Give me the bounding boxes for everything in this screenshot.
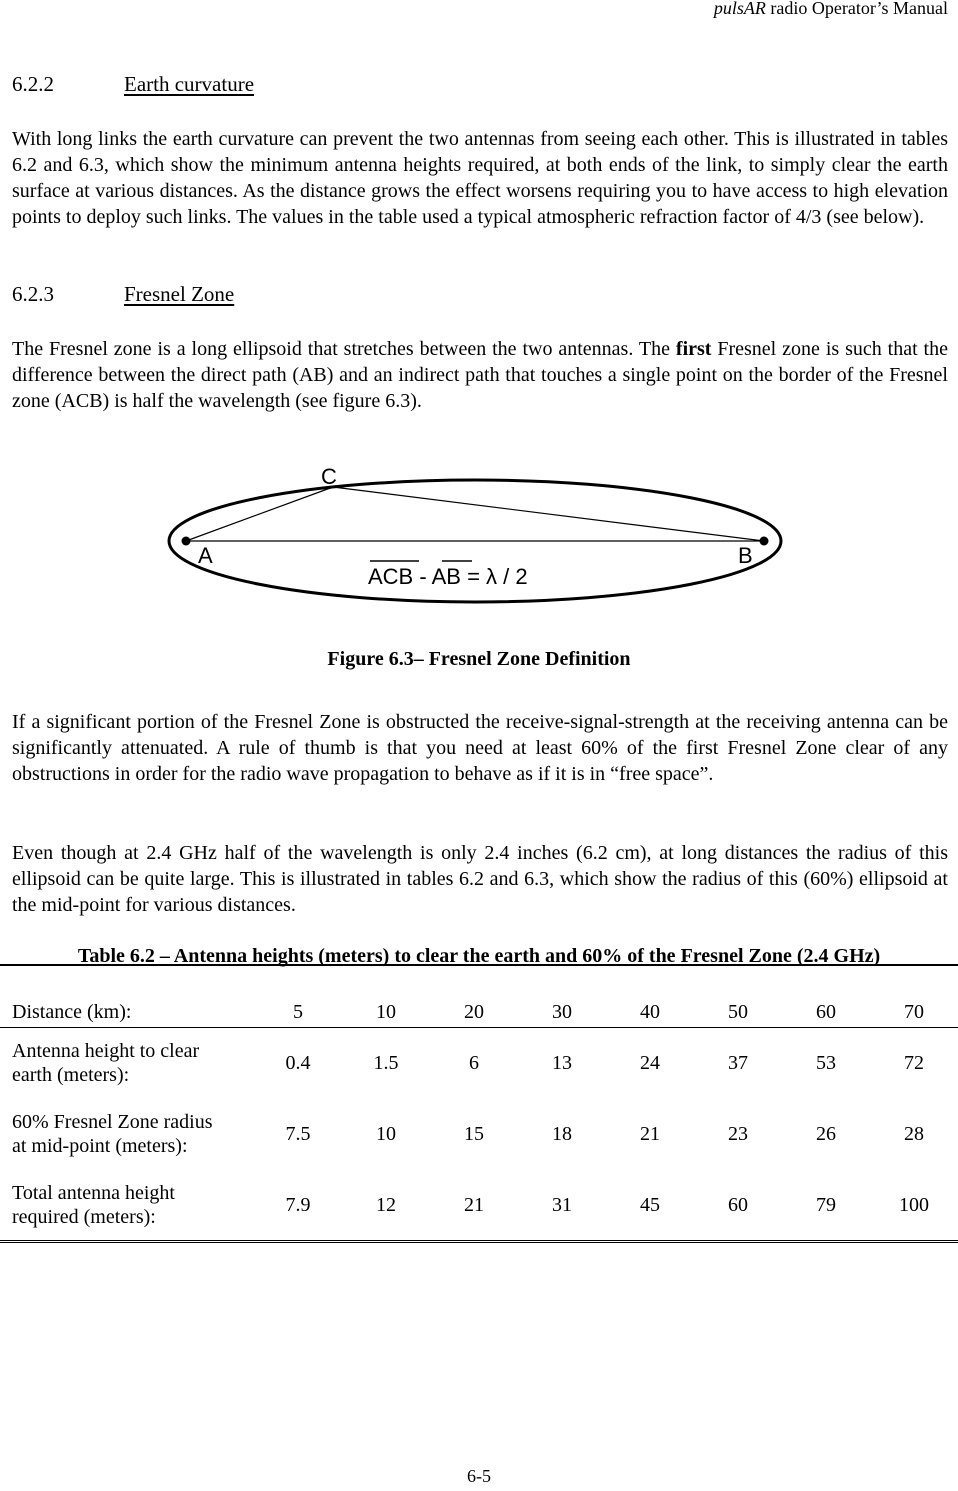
formula-result: = λ / 2 xyxy=(460,564,528,589)
label-c: C xyxy=(321,464,337,489)
label-b: B xyxy=(738,543,753,568)
table-row xyxy=(0,1098,958,1170)
table-cell: 31 xyxy=(518,1170,606,1242)
table-cell: 12 xyxy=(342,1170,430,1242)
table-cell: 7.5 xyxy=(285,1122,311,1145)
distance-cell: 40 xyxy=(606,965,694,1028)
table-cell: 13 xyxy=(552,1051,572,1074)
section-heading-earth-curvature xyxy=(12,72,254,97)
table-cell: 0.4 xyxy=(285,1051,311,1074)
table-cell: 23 xyxy=(728,1122,748,1145)
antenna-a-point xyxy=(182,537,191,546)
table-cell: 24 xyxy=(640,1051,660,1074)
row-label-line: earth (meters): xyxy=(12,1064,130,1086)
row-label-line: Antenna height to clear xyxy=(12,1040,200,1062)
paragraph-earth-curvature: With long links the earth curvature can prevent the two antennas from seeing each other. This is illustrated in tables 6.2 and 6.3, which show the minimum antenna heights required, at both ends of the link, to simply clear the earth surface at various distances. As the distance grows the effect worsens requiring you to have access to high elevation points to deploy such links. The values in the table used a typical atmospheric refraction factor of 4/3 (see below). xyxy=(12,128,948,228)
figure-caption: Figure 6.3– Fresnel Zone Definition xyxy=(327,648,631,670)
paragraph-ellipsoid-radius: Even though at 2.4 GHz half of the wavelength is only 2.4 inches (6.2 cm), at long distances the radius of this ellipsoid can be quite large. This is illustrated in tables 6.2 and 6.3, which show the radius of this (60%) ellipsoid at the mid-point for various distances. xyxy=(12,842,948,916)
text-span: The Fresnel zone is a long ellipsoid that stretches between the two antennas. The xyxy=(12,338,676,360)
row-label xyxy=(0,1098,254,1170)
formula-acb: ACB xyxy=(368,564,414,589)
antenna-heights-table xyxy=(0,964,958,1243)
section-heading-fresnel-zone xyxy=(12,282,234,307)
page-number: 6-5 xyxy=(467,1466,491,1486)
distance-cell: 5 xyxy=(254,965,342,1028)
section-number: 6.2.3 xyxy=(12,282,54,306)
antenna-b-point xyxy=(760,537,769,546)
table-row xyxy=(0,1028,958,1099)
table-cell: 100 xyxy=(870,1170,958,1242)
table-cell: 72 xyxy=(904,1051,924,1074)
row-label xyxy=(0,1028,254,1099)
row-label-line: required (meters): xyxy=(12,1206,156,1228)
row-label-line: Total antenna height xyxy=(12,1182,175,1204)
distance-cell: 50 xyxy=(694,965,782,1028)
header-label: Distance (km): xyxy=(0,965,254,1028)
indirect-path-ac xyxy=(186,487,333,541)
table-cell: 7.9 xyxy=(254,1170,342,1242)
row-label-line: at mid-point (meters): xyxy=(12,1135,188,1157)
table-cell: 45 xyxy=(606,1170,694,1242)
table-cell: 37 xyxy=(728,1051,748,1074)
distance-cell: 20 xyxy=(430,965,518,1028)
table-cell: 28 xyxy=(904,1122,924,1145)
label-a: A xyxy=(198,543,213,568)
indirect-path-cb xyxy=(333,487,764,541)
running-header xyxy=(714,0,948,19)
distance-cell: 30 xyxy=(518,965,606,1028)
table-cell: 15 xyxy=(464,1122,484,1145)
distance-cell: 70 xyxy=(870,965,958,1028)
table-cell: 18 xyxy=(552,1122,572,1145)
table-cell: 1.5 xyxy=(373,1051,399,1074)
table-row xyxy=(0,1170,958,1242)
table-header-row xyxy=(0,965,958,1028)
row-label-line: 60% Fresnel Zone radius xyxy=(12,1111,213,1133)
paragraph-fresnel-definition xyxy=(12,336,948,414)
header-product-name: pulsAR xyxy=(713,0,766,18)
distance-cell: 10 xyxy=(342,965,430,1028)
table-cell: 79 xyxy=(782,1170,870,1242)
row-label xyxy=(0,1170,254,1242)
header-manual-title: radio Operator’s Manual xyxy=(765,0,948,18)
table-cell: 6 xyxy=(469,1051,479,1074)
formula-ab: AB xyxy=(431,564,461,589)
formula-minus: - xyxy=(413,564,432,589)
table-caption: Table 6.2 – Antenna heights (meters) to clear the earth and 60% of the Fresnel Zone (2.4 GHz) xyxy=(77,945,881,967)
table-cell: 53 xyxy=(816,1051,836,1074)
distance-cell: 60 xyxy=(782,965,870,1028)
table-cell: 26 xyxy=(816,1122,836,1145)
emphasis-first: first xyxy=(675,338,712,360)
table-cell: 21 xyxy=(640,1122,660,1145)
paragraph-obstruction: If a significant portion of the Fresnel Zone is obstructed the receive-signal-strength at the receiving antenna can be significantly attenuated. A rule of thumb is that you need at least 60% of the first Fresnel Zone clear of any obstructions in order for the radio wave propagation to behave as if it is in “free space”. xyxy=(12,711,948,785)
text-span: Fresnel zone is such that the difference between the direct path (AB) and an indirect path that touches a single point on the border of the Fresnel zone (ACB) is half the wavelength (see figure 6.3). xyxy=(12,338,948,412)
table-cell: 21 xyxy=(430,1170,518,1242)
fresnel-diagram xyxy=(0,455,958,615)
section-title: Fresnel Zone xyxy=(124,282,235,306)
section-title: Earth curvature xyxy=(124,72,255,96)
section-number: 6.2.2 xyxy=(12,72,54,96)
table-cell: 10 xyxy=(376,1122,396,1145)
table-cell: 60 xyxy=(694,1170,782,1242)
fresnel-zone-figure xyxy=(0,455,958,615)
fresnel-formula xyxy=(368,564,528,589)
